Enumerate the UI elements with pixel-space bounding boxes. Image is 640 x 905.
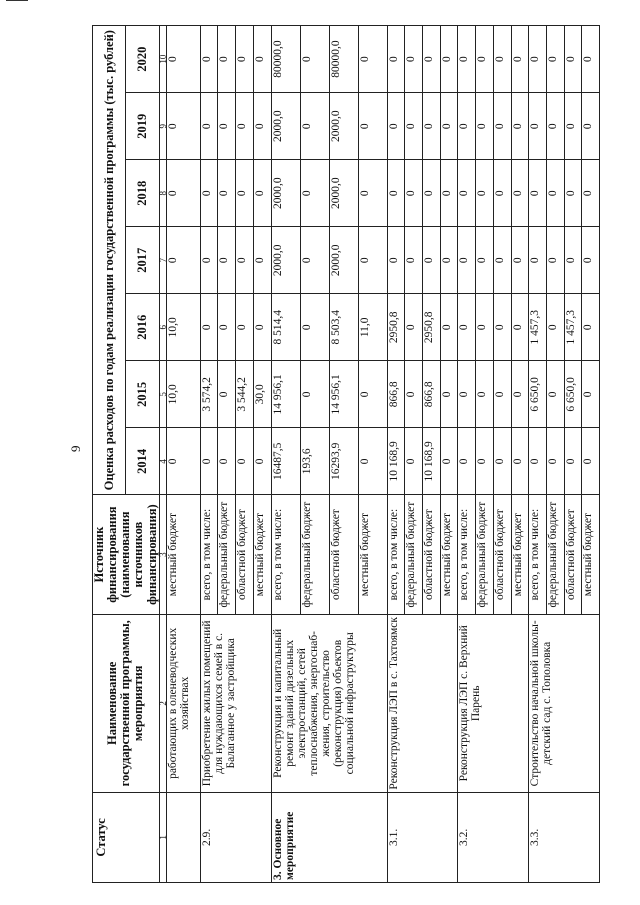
row-source: федеральный бюджет [300,495,329,614]
row-value: 2950,8 [387,294,405,361]
header-year: 2017 [126,227,159,294]
row-value: 2000,0 [329,227,358,294]
row-status [166,792,200,882]
column-number: 6 [159,294,166,361]
row-value: 0 [476,227,494,294]
page-number: 9 [68,445,83,452]
row-value: 0 [253,160,271,227]
row-value: 0 [422,26,440,93]
row-value: 0 [582,428,600,495]
row-status: 3.1. [387,792,458,882]
row-value: 2000,0 [271,227,300,294]
row-value: 10 168,9 [422,428,440,495]
row-value: 0 [253,428,271,495]
row-value: 0 [253,26,271,93]
row-value: 0 [166,428,200,495]
table-row [387,26,405,883]
row-value: 0 [218,227,236,294]
row-value: 16293,9 [329,428,358,495]
row-value: 0 [547,428,565,495]
row-value: 10,0 [166,361,200,428]
row-name: Реконструкция и капитальный ремонт зданий дизельных электростанций, сетей теплоснабжения, энергоснаб-жения, строительство (реконструкция) объектов социальной инфраструктуры [271,614,387,792]
row-status: 3.3. [529,792,600,882]
row-value: 6 650,0 [564,361,582,428]
row-value: 0 [582,361,600,428]
row-value: 2000,0 [271,93,300,160]
row-value: 0 [358,361,387,428]
row-status: 3.2. [458,792,529,882]
header-year: 2016 [126,294,159,361]
row-value: 0 [218,294,236,361]
scan-corner-mark [6,0,28,1]
row-value: 0 [405,227,423,294]
row-value: 0 [218,93,236,160]
row-value: 0 [547,227,565,294]
row-value: 0 [236,294,254,361]
row-value: 0 [440,361,458,428]
rotated-page [92,25,595,883]
column-number: 10 [159,26,166,93]
row-value: 0 [476,93,494,160]
row-value: 0 [236,160,254,227]
column-number: 1 [159,792,166,882]
row-value: 0 [458,227,476,294]
row-value: 0 [511,294,529,361]
row-source: местный бюджет [358,495,387,614]
row-value: 0 [511,93,529,160]
row-value: 0 [422,93,440,160]
row-source: областной бюджет [236,495,254,614]
row-source: областной бюджет [564,495,582,614]
row-value: 0 [166,160,200,227]
row-value: 0 [300,160,329,227]
row-value: 0 [440,93,458,160]
row-value: 0 [200,428,218,495]
table-row [271,26,300,883]
row-value: 0 [476,26,494,93]
row-value: 14 956,1 [271,361,300,428]
row-status: 3. Основное мероприятие [271,792,387,882]
row-value: 0 [387,227,405,294]
row-value: 0 [493,26,511,93]
row-value: 0 [582,227,600,294]
row-value: 0 [529,93,547,160]
row-source: всего, в том числе: [387,495,405,614]
row-value: 0 [493,361,511,428]
table-row [529,26,547,883]
row-value: 0 [458,26,476,93]
row-value: 0 [476,294,494,361]
header-year: 2015 [126,361,159,428]
row-value: 0 [529,227,547,294]
row-value: 8 514,4 [271,294,300,361]
row-value: 0 [253,93,271,160]
row-value: 0 [511,26,529,93]
row-value: 0 [564,93,582,160]
column-number: 5 [159,361,166,428]
row-value: 0 [547,361,565,428]
row-value: 6 650,0 [529,361,547,428]
row-value: 0 [358,227,387,294]
row-value: 0 [200,294,218,361]
row-value: 0 [300,26,329,93]
row-value: 0 [300,93,329,160]
row-value: 866,8 [387,361,405,428]
row-value: 0 [422,227,440,294]
row-value: 16487,5 [271,428,300,495]
column-number: 9 [159,93,166,160]
row-source: областной бюджет [493,495,511,614]
row-value: 0 [236,428,254,495]
row-value: 0 [253,227,271,294]
row-name: Реконструкция ЛЭП с. Верхний Парень [458,614,529,792]
row-value: 0 [405,160,423,227]
row-value: 0 [529,428,547,495]
row-value: 0 [511,160,529,227]
row-value: 866,8 [422,361,440,428]
row-value: 0 [582,93,600,160]
row-value: 11,0 [358,294,387,361]
row-value: 80000,0 [271,26,300,93]
row-value: 0 [422,160,440,227]
table-row [166,26,200,883]
header-name: Наименование государственной программы, мероприятия [93,614,160,792]
row-value: 14 956,1 [329,361,358,428]
row-source: федеральный бюджет [405,495,423,614]
row-value: 0 [564,160,582,227]
row-value: 0 [300,361,329,428]
row-value: 0 [440,294,458,361]
row-value: 0 [547,26,565,93]
row-value: 0 [387,160,405,227]
row-value: 3 574,2 [200,361,218,428]
row-value: 0 [358,93,387,160]
row-name: работающих в оленеводческих хозяйствах [166,614,200,792]
row-value: 0 [476,428,494,495]
row-value: 0 [529,26,547,93]
row-source: местный бюджет [511,495,529,614]
table-body [166,26,600,883]
row-value: 0 [547,93,565,160]
row-value: 0 [405,294,423,361]
row-value: 0 [476,361,494,428]
row-value: 0 [458,428,476,495]
row-value: 0 [440,227,458,294]
row-value: 0 [166,93,200,160]
row-value: 0 [582,294,600,361]
row-value: 0 [493,294,511,361]
row-value: 0 [200,93,218,160]
row-value: 80000,0 [329,26,358,93]
row-value: 0 [358,26,387,93]
table-header [93,26,167,883]
row-value: 0 [218,428,236,495]
row-value: 0 [511,227,529,294]
row-value: 0 [236,93,254,160]
header-year: 2014 [126,428,159,495]
row-value: 0 [529,160,547,227]
row-value: 0 [358,160,387,227]
row-value: 30,0 [253,361,271,428]
row-source: местный бюджет [166,495,200,614]
row-source: всего, в том числе: [458,495,476,614]
row-value: 0 [405,93,423,160]
row-value: 2950,8 [422,294,440,361]
row-name: Реконструкция ЛЭП в с. Тахтоямск [387,614,458,792]
row-source: федеральный бюджет [476,495,494,614]
column-number: 7 [159,227,166,294]
row-value: 0 [458,361,476,428]
row-value: 0 [564,227,582,294]
header-status: Статус [93,792,160,882]
row-value: 0 [405,428,423,495]
row-value: 0 [493,160,511,227]
row-source: местный бюджет [253,495,271,614]
row-value: 0 [218,361,236,428]
row-status: 2.9. [200,792,271,882]
row-value: 1 457,3 [529,294,547,361]
row-source: местный бюджет [582,495,600,614]
row-value: 0 [511,428,529,495]
row-value: 8 503,4 [329,294,358,361]
row-name: Приобретение жилых помещений для нуждающихся семей в с. Балаганное у застройщика [200,614,271,792]
row-value: 10 168,9 [387,428,405,495]
column-number: 8 [159,160,166,227]
row-value: 0 [405,26,423,93]
row-value: 0 [564,26,582,93]
row-value: 2000,0 [329,160,358,227]
row-value: 2000,0 [329,93,358,160]
row-value: 0 [236,227,254,294]
row-value: 0 [200,26,218,93]
row-value: 0 [300,294,329,361]
row-value: 0 [440,26,458,93]
row-value: 0 [582,26,600,93]
header-year: 2018 [126,160,159,227]
row-name: Строительство начальной школы-детский сад с. Тополовка [529,614,600,792]
row-source: всего, в том числе: [529,495,547,614]
row-value: 0 [200,227,218,294]
row-source: всего, в том числе: [200,495,218,614]
row-value: 0 [300,227,329,294]
header-year: 2019 [126,93,159,160]
row-source: федеральный бюджет [218,495,236,614]
financing-table [92,25,600,883]
table-row [458,26,476,883]
row-value: 0 [440,160,458,227]
row-value: 0 [476,160,494,227]
row-source: областной бюджет [422,495,440,614]
row-value: 0 [547,160,565,227]
row-value: 10,0 [166,294,200,361]
row-value: 0 [358,428,387,495]
row-value: 0 [458,93,476,160]
row-value: 0 [253,294,271,361]
row-value: 2000,0 [271,160,300,227]
row-value: 0 [458,294,476,361]
header-year: 2020 [126,26,159,93]
row-source: всего, в том числе: [271,495,300,614]
row-value: 0 [493,227,511,294]
row-value: 0 [493,428,511,495]
row-source: федеральный бюджет [547,495,565,614]
row-value: 1 457,3 [564,294,582,361]
row-value: 0 [493,93,511,160]
row-value: 0 [236,26,254,93]
column-number: 3 [159,495,166,614]
row-value: 0 [547,294,565,361]
row-value: 0 [200,160,218,227]
row-value: 0 [166,26,200,93]
row-value: 0 [218,26,236,93]
row-value: 0 [387,26,405,93]
row-value: 0 [440,428,458,495]
row-value: 0 [218,160,236,227]
header-estimate: Оценка расходов по годам реализации государственной программы (тыс. рублей) [93,26,126,495]
row-value: 0 [564,428,582,495]
row-value: 0 [511,361,529,428]
column-number: 2 [159,614,166,792]
row-value: 3 544,2 [236,361,254,428]
table-row [200,26,218,883]
row-value: 0 [166,227,200,294]
header-source: Источник финансирования (наименования источников финансирования) [93,495,160,614]
column-number-row [159,26,166,883]
row-value: 0 [458,160,476,227]
row-value: 0 [405,361,423,428]
row-source: областной бюджет [329,495,358,614]
row-source: местный бюджет [440,495,458,614]
row-value: 0 [582,160,600,227]
column-number: 4 [159,428,166,495]
row-value: 0 [387,93,405,160]
row-value: 193,6 [300,428,329,495]
